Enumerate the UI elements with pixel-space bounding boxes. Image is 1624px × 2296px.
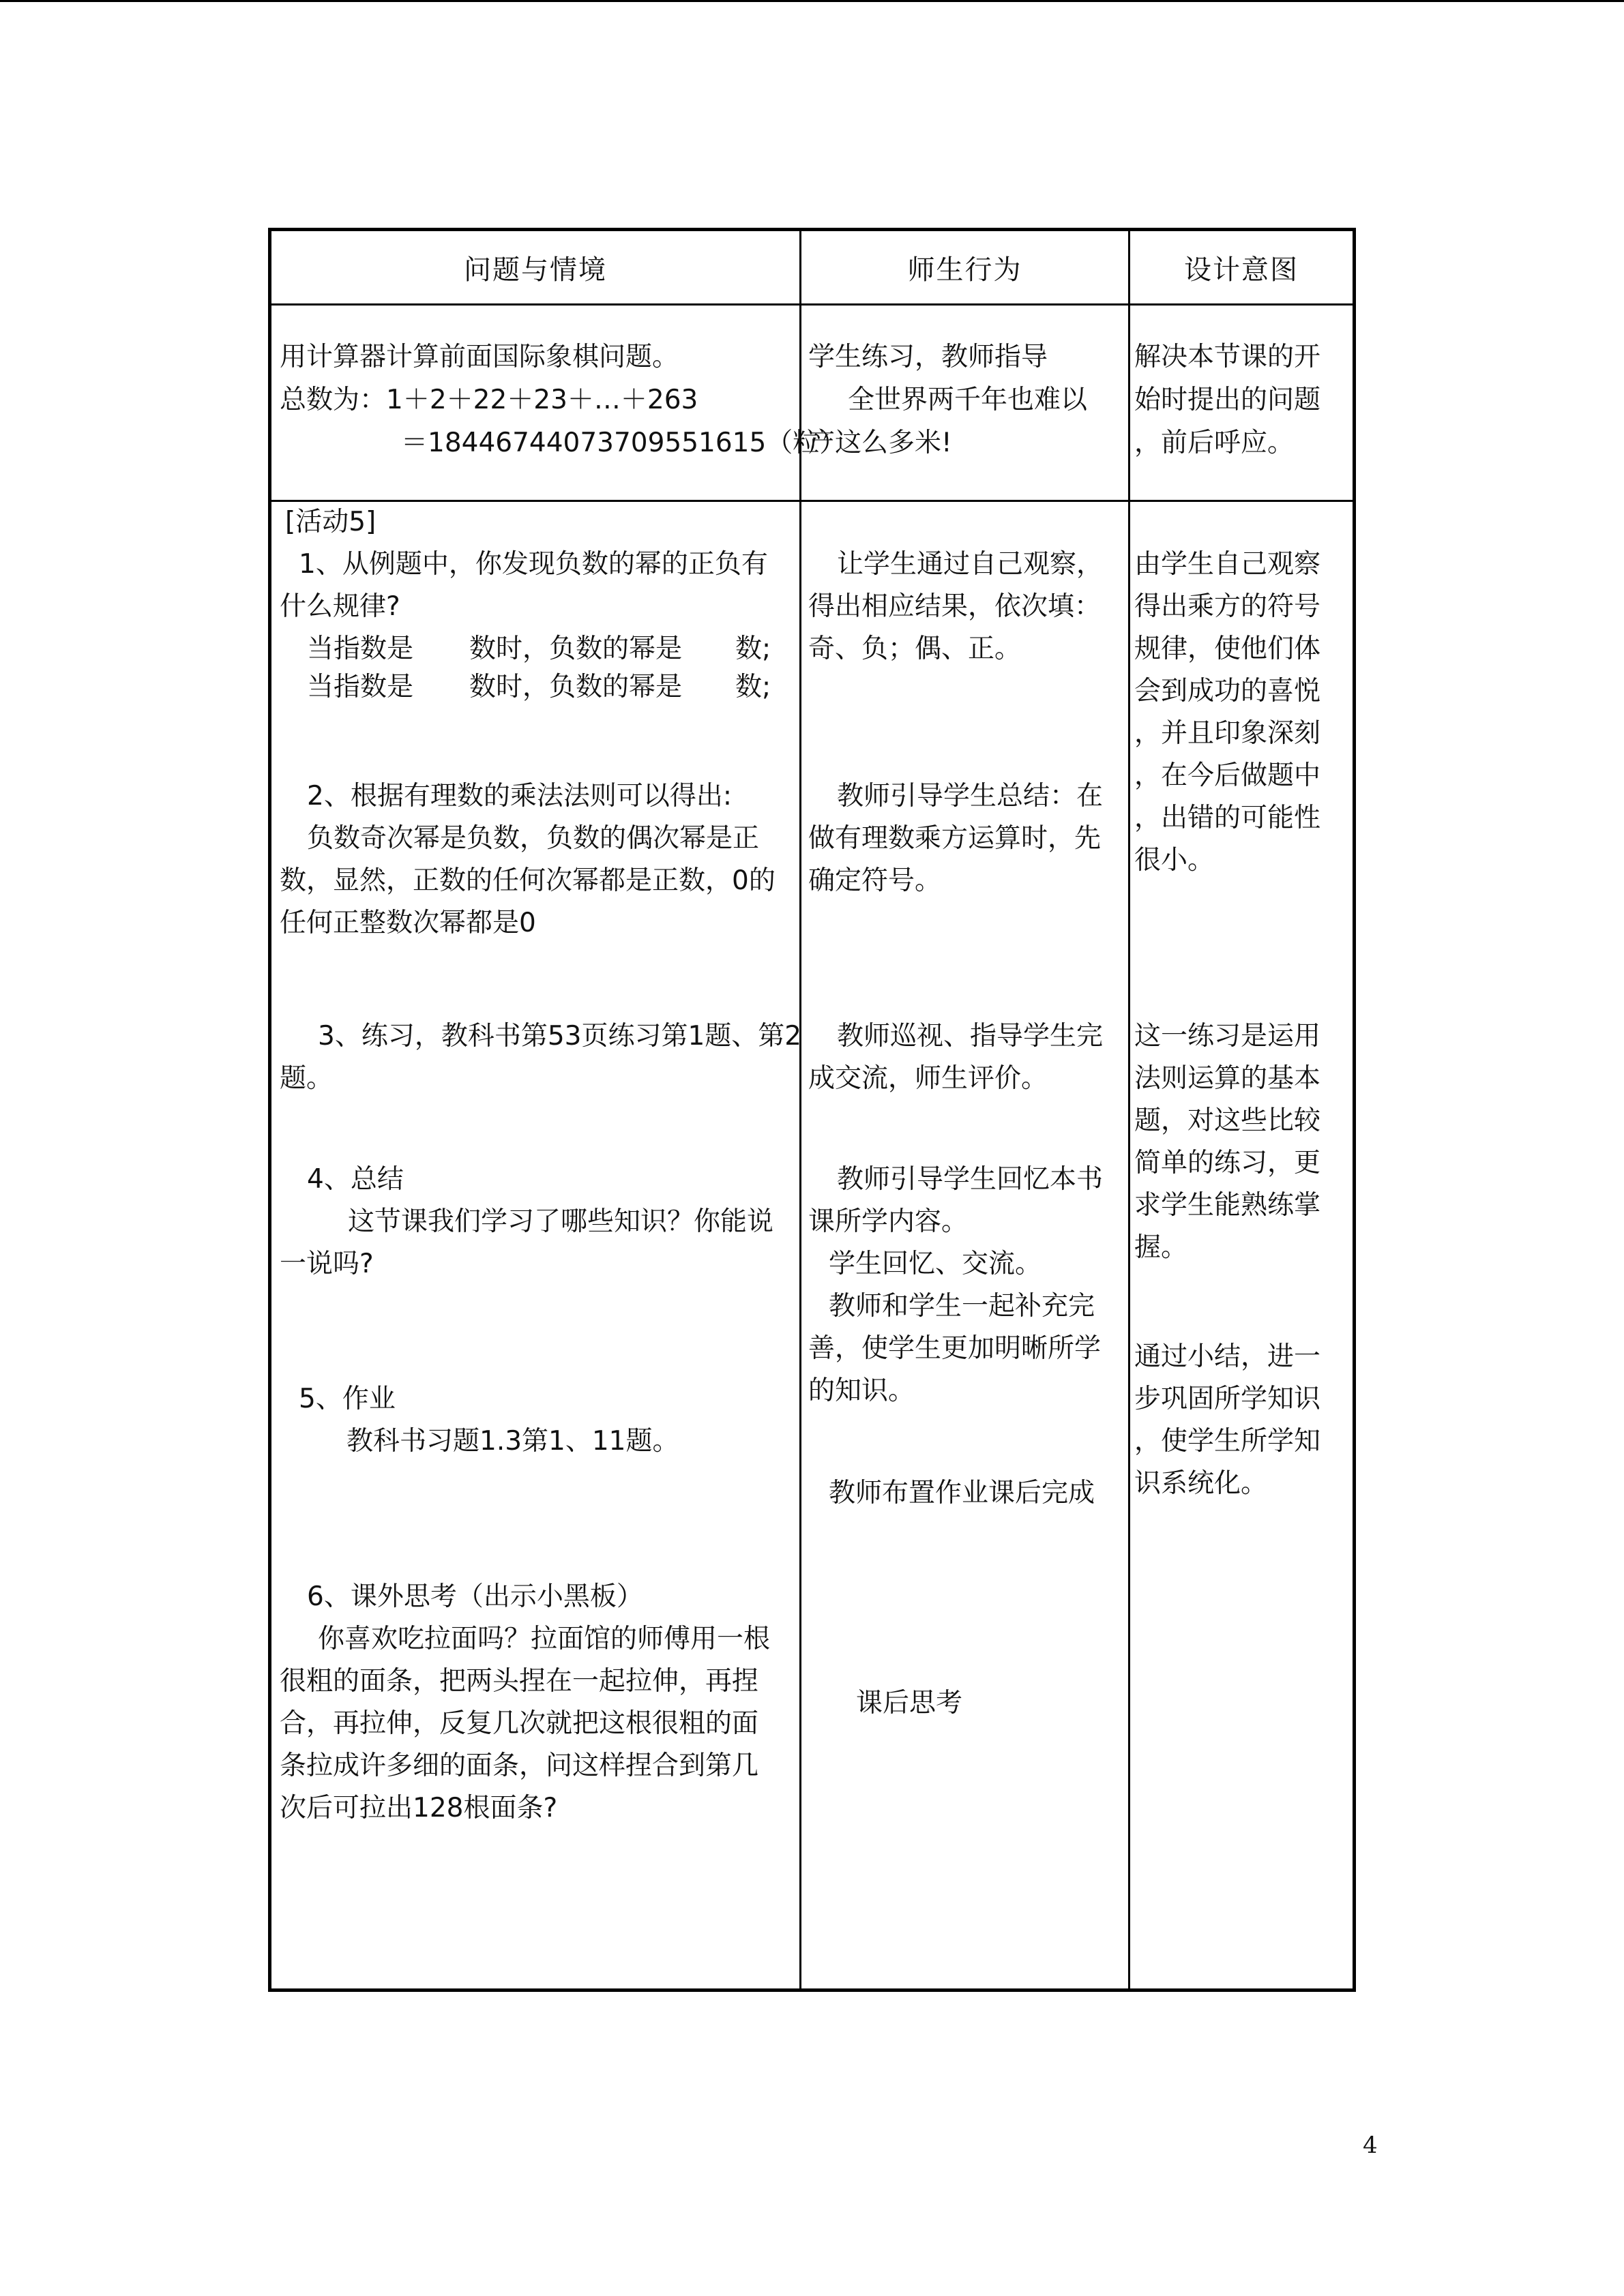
text-line: 数; xyxy=(735,672,771,702)
text-line: 负数奇次幂是负数，负数的偶次幂是正 xyxy=(307,823,760,854)
text-line: 会到成功的喜悦 xyxy=(1134,676,1321,706)
text-line: ，出错的可能性 xyxy=(1134,803,1321,833)
text-line: 总数为：1＋2＋22＋23＋…＋263 xyxy=(280,385,698,415)
text-line: 成交流，师生评价。 xyxy=(808,1063,1048,1094)
text-line: 由学生自己观察 xyxy=(1134,549,1321,580)
text-line: 得出相应结果，依次填： xyxy=(808,591,1102,622)
text-line: 次后可拉出128根面条? xyxy=(280,1793,558,1823)
text-line: 合，再拉伸，反复几次就把这根很粗的面 xyxy=(280,1708,759,1739)
header-design-intent: 设计意图 xyxy=(1130,230,1355,305)
table-row xyxy=(270,501,1355,1991)
text-line: ，并且印象深刻 xyxy=(1134,718,1321,749)
text-line: 奇、负；偶、正。 xyxy=(808,633,1022,664)
text-line: 握。 xyxy=(1134,1232,1188,1263)
activity-action-cell xyxy=(801,501,1130,1991)
activity-question-cell xyxy=(270,501,801,1991)
text-line: 课所学内容。 xyxy=(808,1206,969,1237)
text-line: 1、从例题中，你发现负数的幂的正负有 xyxy=(299,549,768,580)
text-line: 条拉成许多细的面条，问这样捏合到第几 xyxy=(280,1750,759,1781)
table-header-row xyxy=(270,230,1355,305)
text-line: 得出乘方的符号 xyxy=(1134,591,1321,622)
text-line: 教师巡视、指导学生完 xyxy=(837,1021,1104,1052)
text-line: 识系统化。 xyxy=(1134,1468,1268,1499)
text-line: 简单的练习，更 xyxy=(1134,1148,1321,1178)
text-line: 让学生通过自己观察， xyxy=(837,549,1104,580)
text-line: 数; xyxy=(735,633,771,664)
text-line: 很小。 xyxy=(1134,845,1215,876)
text-line: 6、课外思考（出示小黑板） xyxy=(307,1581,643,1612)
text-line: 数时，负数的幂是 xyxy=(469,672,683,702)
table-row xyxy=(270,305,1355,501)
text-line: 当指数是 xyxy=(307,672,414,702)
lesson-plan-table xyxy=(268,228,1356,1992)
header-teacher-student-behavior: 师生行为 xyxy=(801,230,1130,305)
header-question-situation: 问题与情境 xyxy=(270,230,801,305)
calc-action-cell xyxy=(801,305,1130,501)
text-line: 课后思考 xyxy=(856,1688,963,1718)
text-line: 始时提出的问题 xyxy=(1134,385,1321,415)
text-line: 的知识。 xyxy=(808,1375,915,1406)
page-number: 4 xyxy=(1363,2132,1378,2159)
text-line: 教师引导学生总结：在 xyxy=(837,781,1104,811)
text-line: 5、作业 xyxy=(299,1384,396,1414)
text-line: 学生回忆、交流。 xyxy=(829,1249,1042,1279)
text-line: 通过小结，进一 xyxy=(1134,1341,1321,1372)
text-line: ＝18446744073709551615（粒） xyxy=(401,428,846,458)
text-line: 当指数是 xyxy=(307,633,414,664)
text-line: 数时，负数的幂是 xyxy=(469,633,683,664)
text-line: ，使学生所学知 xyxy=(1134,1426,1321,1457)
text-line: 4、总结 xyxy=(307,1164,404,1195)
text-line: 确定符号。 xyxy=(808,865,942,896)
text-line: 教师布置作业课后完成 xyxy=(829,1478,1095,1508)
top-border-line xyxy=(0,0,1624,2)
activity-intent-cell xyxy=(1130,501,1355,1991)
text-line: 你喜欢吃拉面吗？拉面馆的师傅用一根 xyxy=(318,1624,771,1654)
activity-label: [活动5] xyxy=(285,507,377,537)
text-line: 教师引导学生回忆本书 xyxy=(837,1164,1104,1195)
calc-intent-cell xyxy=(1130,305,1355,501)
text-line: 做有理数乘方运算时，先 xyxy=(808,823,1102,854)
text-line: 很粗的面条，把两头捏在一起拉伸，再捏 xyxy=(280,1666,759,1697)
text-line: 什么规律? xyxy=(280,591,400,622)
text-line: 一说吗? xyxy=(280,1249,374,1279)
text-line: 全世界两千年也难以 xyxy=(848,385,1088,415)
text-line: 这一练习是运用 xyxy=(1134,1021,1321,1052)
text-line: 解决本节课的开 xyxy=(1134,342,1321,372)
text-line: ，在今后做题中 xyxy=(1134,760,1321,791)
text-line: 这节课我们学习了哪些知识？你能说 xyxy=(348,1206,774,1237)
text-line: 产这么多米! xyxy=(808,428,952,458)
text-line: 3、练习，教科书第53页练习第1题、第2 xyxy=(318,1021,802,1052)
text-line: 法则运算的基本 xyxy=(1134,1063,1321,1094)
text-line: 任何正整数次幂都是0 xyxy=(280,908,536,938)
text-line: 规律，使他们体 xyxy=(1134,633,1321,664)
text-line: 步巩固所学知识 xyxy=(1134,1384,1321,1414)
text-line: 题。 xyxy=(280,1063,334,1094)
text-line: 题，对这些比较 xyxy=(1134,1105,1321,1136)
text-line: 数，显然，正数的任何次幂都是正数，0的 xyxy=(280,865,776,896)
text-line: 教师和学生一起补充完 xyxy=(829,1291,1095,1322)
text-line: 用计算器计算前面国际象棋问题。 xyxy=(280,342,679,372)
text-line: 学生练习，教师指导 xyxy=(808,342,1048,372)
text-line: 善，使学生更加明晰所学 xyxy=(808,1333,1102,1364)
text-line: 2、根据有理数的乘法法则可以得出: xyxy=(307,781,732,811)
calc-question-cell xyxy=(270,305,846,501)
text-line: ，前后呼应。 xyxy=(1134,428,1295,458)
text-line: 教科书习题1.3第1、11题。 xyxy=(346,1426,679,1457)
text-line: 求学生能熟练掌 xyxy=(1134,1190,1321,1221)
